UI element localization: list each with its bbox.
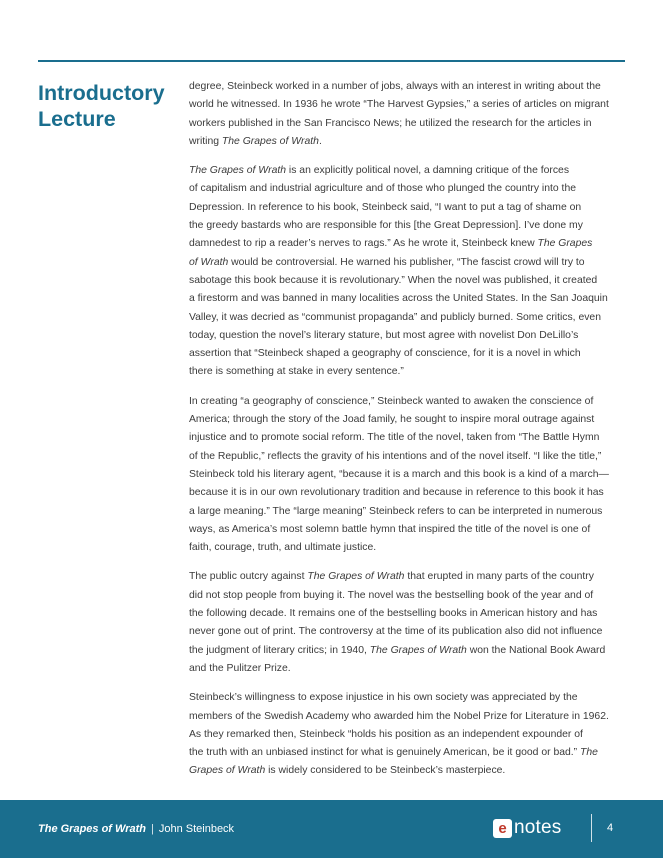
text-line: and the Pulitzer Prize. [189, 662, 291, 674]
text-line: Grapes of Wrath is widely considered to be Steinbeck’s masterpiece. [189, 765, 506, 777]
text-line: the greedy bastards who are responsible for this [the Great Depression]. I’ve done my [189, 220, 583, 232]
text-line: writing The Grapes of Wrath. [189, 135, 322, 147]
book-title-italic: The Grapes of Wrath [369, 644, 467, 656]
text-line: assertion that “Steinbeck shaped a geography of conscience, for it is a novel in which [189, 348, 581, 360]
book-title-italic: The Grapes [537, 238, 593, 250]
enotes-logo[interactable] [493, 817, 561, 839]
text-line: America; through the story of the Joad family, he sought to inspire moral outrage against [189, 414, 595, 426]
footer-book-title: The Grapes of Wrath [38, 823, 146, 835]
text-line: The Grapes of Wrath is an explicitly political novel, a damning critique of the forces [189, 165, 570, 177]
paragraph [189, 568, 631, 678]
text-line: As they remarked then, Steinbeck “holds his position as an independent expounder of [189, 728, 583, 740]
body-text [189, 78, 631, 792]
text-line: because it is in our own revolutionary tradition and because in reference to this book it has [189, 487, 604, 499]
book-title-italic: Grapes of Wrath [189, 765, 266, 777]
text-line: world he witnessed. In 1936 he wrote “The Harvest Gypsies,” a series of articles on migrant [189, 99, 609, 111]
text-line: In creating “a geography of conscience,” Steinbeck wanted to awaken the conscience of [189, 395, 594, 407]
text-line: a large meaning.” The “large meaning” Steinbeck refers to can be interpreted in numerous [189, 505, 603, 517]
logo-text: notes [514, 817, 562, 838]
logo-e-icon: e [493, 819, 512, 838]
page-number: 4 [607, 822, 614, 834]
text-line: of Wrath would be controversial. He warned his publisher, “The fascist crowd will try to [189, 256, 585, 268]
text-line: of the Republic,” reflects the gravity of his intentions and of the novel itself. “I like the title,” [189, 450, 602, 462]
paragraph [189, 689, 631, 780]
top-divider [38, 60, 625, 62]
book-title-italic: The Grapes of Wrath [307, 571, 405, 583]
text-line: damnedest to rip a reader’s nerves to rags.” As he wrote it, Steinbeck knew The Grapes [189, 238, 593, 250]
text-line: the following decade. It remains one of the bestselling books in American history and has [189, 608, 598, 620]
paragraph [189, 162, 631, 382]
book-title-italic: The [580, 747, 598, 759]
footer-divider [591, 814, 592, 842]
text-line: today, question the novel’s literary stature, but most agree with novelist Don DeLillo’s [189, 329, 579, 341]
text-line: sabotage this book because it is revolutionary.” When the novel was published, it created [189, 274, 598, 286]
footer [0, 800, 663, 858]
text-line: faith, courage, truth, and ultimate justice. [189, 542, 377, 554]
footer-author: John Steinbeck [158, 823, 235, 835]
text-line: members of the Swedish Academy who awarded him the Nobel Prize for Literature in 1962. [189, 710, 609, 722]
text-line: Steinbeck told his literary agent, “because it is a march and this book is a kind of a march— [189, 468, 609, 480]
text-line: Depression. In reference to his book, Steinbeck said, “I want to put a tag of shame on [189, 201, 582, 213]
text-line: of capitalism and industrial agriculture and of those who plunged the country into the [189, 183, 577, 195]
text-line: Valley, it was decried as “communist propaganda” and publicly burned. Some critics, even [189, 311, 601, 323]
text-line: ways, as America’s most solemn battle hymn that inspired the title of the novel is one of [189, 523, 591, 535]
footer-book-info [38, 823, 234, 835]
book-title-italic: of Wrath [189, 256, 229, 268]
text-line: never gone out of print. The controversy at the time of its publication also did not influence [189, 626, 603, 638]
paragraph [189, 78, 631, 151]
paragraph [189, 393, 631, 558]
section-title-line-1: Introductory [38, 81, 165, 105]
text-line: injustice and to promote social reform. The title of the novel, taken from “The Battle Hymn [189, 432, 600, 444]
footer-separator: | [150, 823, 154, 835]
text-line: The public outcry against The Grapes of Wrath that erupted in many parts of the country [189, 571, 594, 583]
text-line: the truth with an unbiased instinct for what is genuinely American, be it good or bad.” The [189, 747, 598, 759]
section-title [38, 80, 178, 132]
text-line: did not stop people from buying it. The novel was the bestselling book of the year and of [189, 589, 594, 601]
text-line: there is something at stake in every sentence.” [189, 366, 404, 378]
text-line: workers published in the San Francisco News; he utilized the research for the articles in [189, 117, 592, 129]
book-title-italic: The Grapes of Wrath [221, 135, 319, 147]
section-title-line-2: Lecture [38, 107, 116, 131]
text-line: the judgment of literary critics; in 1940, The Grapes of Wrath won the National Book Award [189, 644, 606, 656]
text-line: degree, Steinbeck worked in a number of jobs, always with an interest in writing about the [189, 81, 601, 92]
book-title-italic: The Grapes of Wrath [189, 165, 287, 177]
text-line: a firestorm and was banned in many localities across the United States. In the San Joaquin [189, 293, 608, 305]
text-line: Steinbeck’s willingness to expose injustice in his own society was appreciated by the [189, 692, 578, 704]
